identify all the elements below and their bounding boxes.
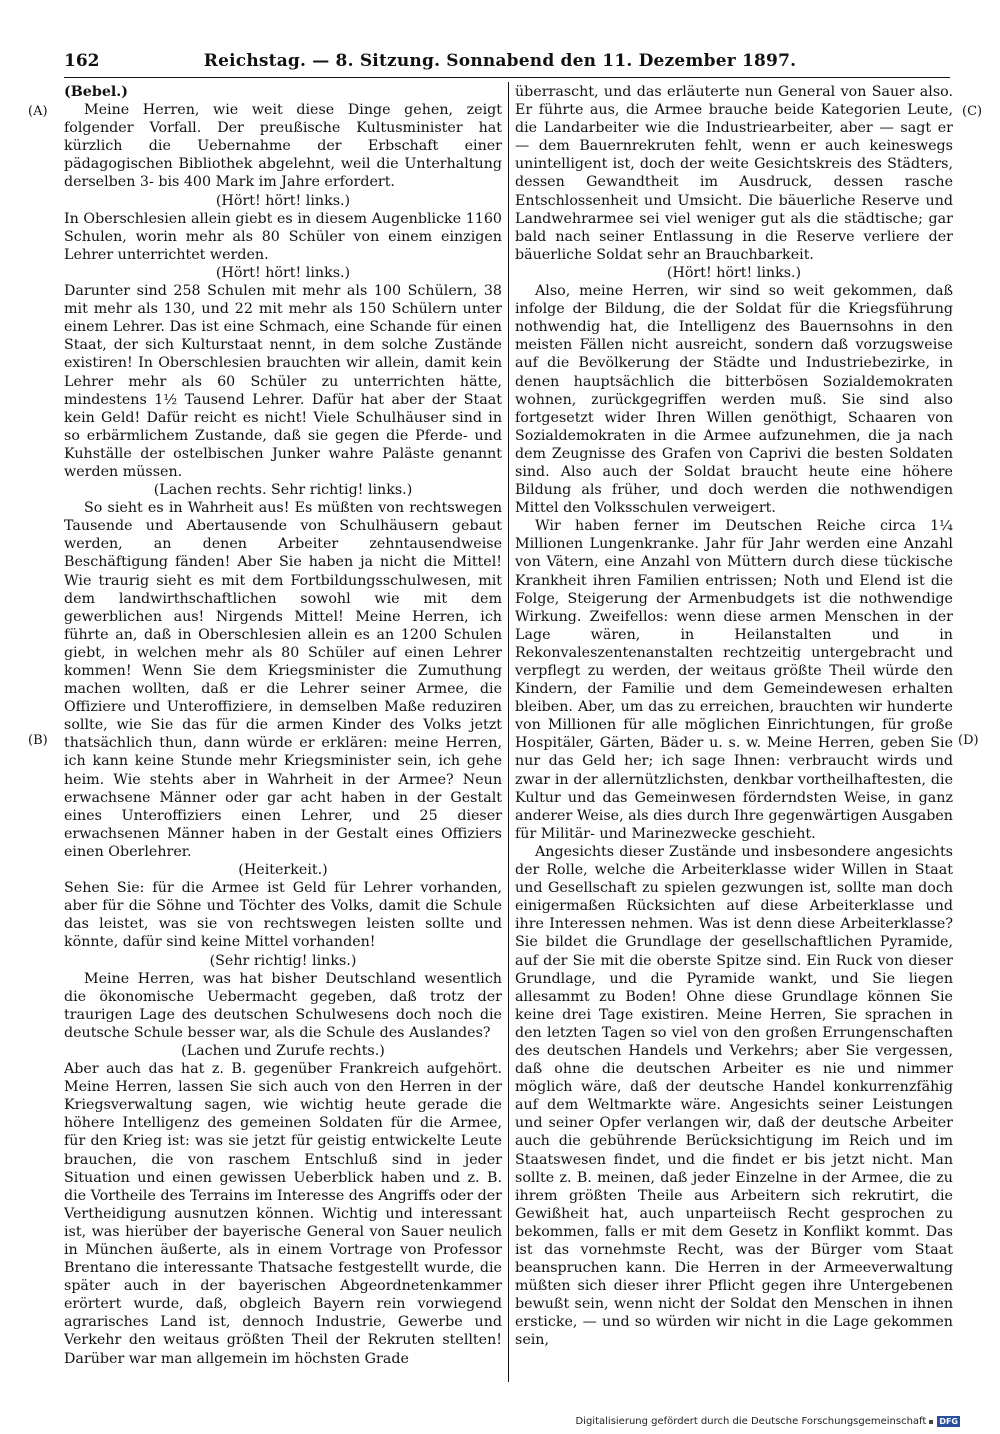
- speaker-name: (Bebel.): [64, 84, 128, 100]
- paragraph: überrascht, und das erläuterte nun General von Sauer also. Er führte aus, die Armee brauche beide Kategorien Leute, die Landarbeiter wie die Industriearbeiter, aber — sagt er — dem Bauernrekruten fehlt, wenn er auch keineswegs unintelligent ist, doch der weite Gesichtskreis des Städters, dessen Gewandtheit im Ausdruck, dessen rasche Entschlossenheit und Umsicht. Die bäuerliche Reserve und Landwehrarmee sei viel weniger gut als die städtische; gar bald nach seiner Entlassung in die Reserve verliere der bäuerliche Soldat sehr an Brauchbarkeit.: [515, 84, 953, 263]
- paragraph: Sehen Sie: für die Armee ist Geld für Lehrer vorhanden, aber für die Söhne und Töchter des Volks, damit die Schule das leistet, was sie von rechtswegen leisten sollte und könnte, dafür sind keine Mittel vorhanden!: [64, 880, 502, 951]
- header-rule: [64, 77, 950, 78]
- footer-credit: [575, 1416, 960, 1427]
- margin-marker-a: (A): [28, 104, 48, 119]
- paragraph: Angesichts dieser Zustände und insbesondere angesichts der Rolle, welche die Arbeiterklasse wider Willen in Staat und Gesellschaft zu spielen gezwungen ist, sollte man doch einigermaßen Rücksichten auf diese Arbeiterklasse und ihre Interessen nehmen. Was ist denn diese Arbeiterklasse? Sie bildet die Grundlage der gesellschaftlichen Pyramide, auf der Sie mit die oberste Spitze sind. Ein Ruck von dieser Grundlage, und die Pyramide wankt, und Sie liegen allesammt zu Boden! Ohne diese Grundlage können Sie keine drei Tage existiren. Meine Herren, Sie sprachen in den letzten Tagen so viel von den großen Errungenschaften des deutschen Handels und Verkehrs; aber Sie vergessen, daß ohne die deutschen Arbeiter es nie und nimmer möglich wäre, daß der deutsche Handel konkurrenzfähig auf dem Weltmarkte wäre. Angesichts seiner Leistungen und seiner Opfer verlangen wir, daß der deutsche Arbeiter auch die gebührende Berücksichtigung im Reich und im Staatswesen findet, und die findet er bis jetzt nicht. Man sollte z. B. meinen, daß jeder Einzelne in der Armee, die zu ihrem größten Theile aus Arbeitern sich rekrutirt, die Gewißheit hat, auch unparteiisch Recht gesprochen zu bekommen, falls er mit dem Gesetz in Konflikt kommt. Das ist das vornehmste Recht, was der Bürger vom Staat beanspruchen kann. Die Herren in der Armeeverwaltung müßten sich dieser ihrer Pflicht gegen ihre Untergebenen bewußt sein, wenn nicht der Soldat den Menschen in ihnen ersticke, — und so würden wir nicht in die Lage gekommen sein,: [515, 843, 953, 1349]
- paragraph: Aber auch das hat z. B. gegenüber Frankreich aufgehört. Meine Herren, lassen Sie sich auch von den Herren in der Kriegsverwaltung sagen, wie wichtig heute gerade die höhere Intelligenz des gemeinen Soldaten für die Armee, für den Krieg ist: was sie jetzt für geistig entwickelte Leute brauchen, die von raschem Entschluß sind in jeder Situation und einen gewissen Ueberblick haben und z. B. die Vortheile des Terrains im Interesse des Angriffs oder der Vertheidigung ausnutzen können. Wichtig und interessant ist, was hierüber der bayerische General von Sauer neulich in München äußerte, als in einem Vortrage von Professor Brentano die interessante Thatsache festgestellt wurde, die später auch in der bayerischen Abgeordnetenkammer erörtert wurde, daß, obgleich Bayern rein vorwiegend agrarisches Land ist, dennoch Industrie, Gewerbe und Verkehr den weitaus größten Theil der Rekruten stellten! Darüber war man allgemein im höchsten Grade: [64, 1061, 502, 1367]
- paragraph: So sieht es in Wahrheit aus! Es müßten von rechtswegen Tausende und Abertausende von Schulhäusern gebaut werden, an denen Arbeiter zehntausendweise Beschäftigung fänden! Aber Sie haben ja nicht die Mittel! Wie traurig sieht es mit dem Fortbildungsschulwesen, mit dem landwirthschaftlichen sowohl wie mit dem gewerblichen aus! Nirgends Mittel! Meine Herren, ich führte an, daß in Oberschlesien allein es an 1200 Schulen giebt, in welchen mehr als 80 Schüler auf einen Lehrer kommen! Wenn Sie dem Kriegsminister die Zumuthung machen wollten, daß er die Lehrer seiner Armee, die Offiziere und Unteroffiziere, in demselben Maße reduziren sollte, wie Sie das für die armen Kinder des Volks jetzt thatsächlich thun, dann würde er erklären: meine Herren, ich kann keine Stunde mehr Kriegsminister sein, ich gehe heim. Wie stehts aber in Wahrheit in der Armee? Neun erwachsene Männer oder gar acht haben in der Gestalt eines Unteroffiziers einen Lehrer, und 25 dieser erwachsenen Männer haben in der Gestalt eines Offiziers einen Oberlehrer.: [64, 500, 502, 860]
- paragraph: Meine Herren, was hat bisher Deutschland wesentlich die ökonomische Uebermacht gegeben, daß trotz der traurigen Lage des deutschen Schulwesens doch noch die deutsche Schule besser war, als die Schule des Auslandes?: [64, 970, 502, 1041]
- reaction: (Lachen und Zurufe rechts.): [181, 1042, 385, 1059]
- reaction: (Hört! hört! links.): [215, 264, 351, 281]
- margin-marker-d: (D): [958, 733, 979, 748]
- page-number: 162: [64, 51, 100, 71]
- column-divider: [508, 82, 509, 1382]
- footer-credit-text: Digitalisierung gefördert durch die Deutsche Forschungsgemeinschaft: [575, 1416, 927, 1427]
- bullet-icon: [929, 1420, 933, 1424]
- paragraph: Meine Herren, wie weit diese Dinge gehen, zeigt folgender Vorfall. Der preußische Kultusminister hat kürzlich die Uebernahme der Erbschaft einer pädagogischen Bibliothek abgelehnt, weil die Unterhaltung derselben 3- bis 400 Mark im Jahre erfordert.: [64, 102, 502, 191]
- page-header-title: Reichstag. — 8. Sitzung. Sonnabend den 11. Dezember 1897.: [203, 51, 797, 71]
- reaction: (Heiterkeit.): [238, 862, 328, 879]
- left-column: [64, 83, 502, 1383]
- dfg-logo: DFG: [939, 1417, 958, 1426]
- right-column: [515, 83, 953, 1383]
- paragraph: Wir haben ferner im Deutschen Reiche circa 1¼ Millionen Lungenkranke. Jahr für Jahr werden eine Anzahl von Vätern, eine Anzahl von Müttern durch diese tückische Krankheit ihren Familien entrissen; Noth und Elend ist die Folge, Steigerung der Armenbudgets ist die nothwendige Wirkung. Zweifellos: wenn diese armen Menschen in der Lage wären, in Heilanstalten und in Rekonvaleszentenanstalten rechtzeitig untergebracht und verpflegt zu werden, der weitaus größte Theil würde den Kindern, der Familie und dem Gemeindewesen erhalten bleiben. Aber, um das zu erreichen, brauchten wir hunderte von Millionen für alle möglichen Einrichtungen, für große Hospitäler, Gärten, Bäder u. s. w. Meine Herren, geben Sie nur das Geld her; ich sage Ihnen: verbraucht wirds und zwar in der allernützlichsten, denkbar vortheilhaftesten, die Kultur und das Gemeinwesen förderndsten Weise, in ganz anderer Weise, als dies durch Ihre gegenwärtigen Ausgaben für Militär- und Marinezwecke geschieht.: [515, 518, 953, 842]
- paragraph: Darunter sind 258 Schulen mit mehr als 100 Schülern, 38 mit mehr als 130, und 22 mit mehr als 150 Schülern unter einem Lehrer. Das ist eine Schmach, eine Schande für einen Staat, der sich Kulturstaat nennt, in dem solche Zustände existiren! In Oberschlesien brauchten wir allein, damit kein Lehrer mehr als 60 Schüler zu unterrichten hätte, mindestens 1½ Tausend Lehrer. Dafür hat aber der Staat kein Geld! Dafür reicht es nicht! Viele Schulhäuser sind in so erbärmlichem Zustande, daß sie gegen die Pferde- und Kuhställe der ostelbischen Junker wahre Paläste genannt werden müssen.: [64, 283, 502, 480]
- paragraph: In Oberschlesien allein giebt es in diesem Augenblicke 1160 Schulen, worin mehr als 80 Schüler von einem einzigen Lehrer unterrichtet werden.: [64, 210, 502, 263]
- reaction: (Lachen rechts. Sehr richtig! links.): [153, 482, 413, 499]
- margin-marker-b: (B): [28, 733, 48, 748]
- paragraph: Also, meine Herren, wir sind so weit gekommen, daß infolge der Bildung, die der Soldat für die Kriegsführung nothwendig hat, die Intelligenz des Bauernsohns in den meisten Fällen nicht ausreicht, sondern daß vorzugsweise auf die Bevölkerung der Städte und Industriebezirke, in denen hauptsächlich die bitterbösen Sozialdemokraten wohnen, zurückgegriffen werden muß. Sie sind also fortgesetzt wider Ihren Willen genöthigt, Schaaren von Sozialdemokraten in die Armee aufzunehmen, die ja nach dem Zeugnisse des Grafen von Caprivi die besten Soldaten sind. Also auch der Soldat braucht heute eine höhere Bildung als früher, und doch werden die nothwendigen Mittel den Volksschulen verweigert.: [515, 283, 953, 517]
- reaction: (Sehr richtig! links.): [209, 952, 357, 969]
- reaction: (Hört! hört! links.): [215, 192, 351, 209]
- margin-marker-c: (C): [962, 104, 983, 119]
- reaction: (Hört! hört! links.): [666, 264, 802, 281]
